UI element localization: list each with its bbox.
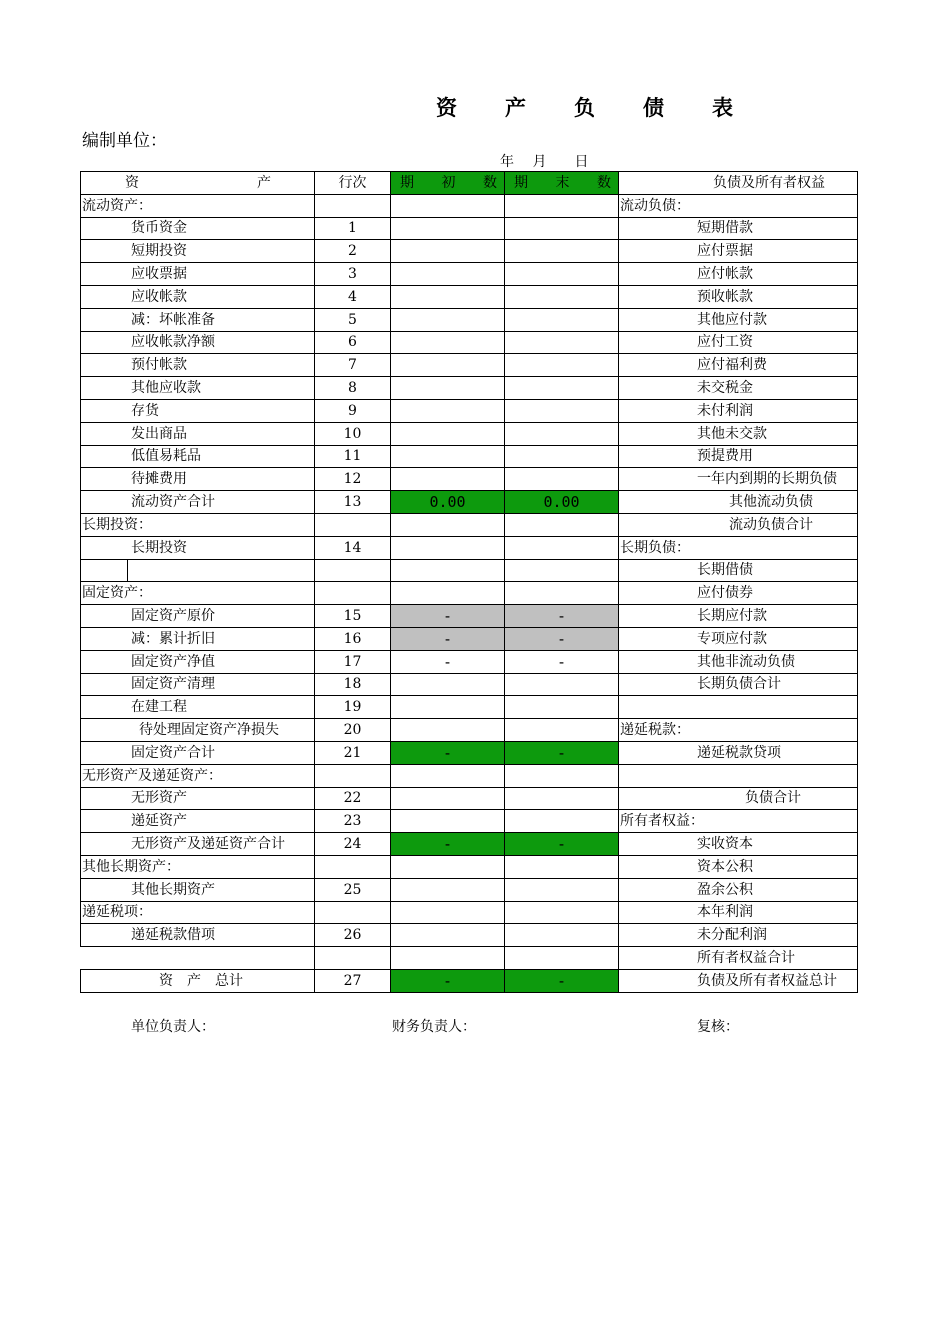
end-value-cell [505, 787, 619, 810]
begin-value-cell [391, 331, 505, 354]
row-no-cell: 18 [315, 673, 391, 696]
begin-value-cell [391, 217, 505, 240]
begin-value-cell [391, 673, 505, 696]
asset-cell: 资 产 总计 [81, 969, 315, 992]
asset-cell: 流动资产合计 [81, 491, 315, 514]
asset-cell: 固定资产原价 [81, 605, 315, 628]
row-no-cell: 25 [315, 878, 391, 901]
begin-value-cell [391, 263, 505, 286]
end-column-header [505, 172, 619, 195]
asset-cell: 低值易耗品 [81, 445, 315, 468]
asset-header-char: 资 [125, 174, 139, 191]
end-value-cell: - [505, 969, 619, 992]
end-value-cell [505, 217, 619, 240]
row-no-cell: 6 [315, 331, 391, 354]
period-header-char: 期 [514, 174, 528, 191]
liability-cell: 递延税款： [619, 719, 858, 742]
end-value-cell: - [505, 741, 619, 764]
begin-value-cell [391, 422, 505, 445]
asset-cell: 待摊费用 [81, 468, 315, 491]
begin-value-cell [391, 513, 505, 536]
begin-value-cell [391, 924, 505, 947]
liability-cell: 其他非流动负债 [619, 650, 858, 673]
end-value-cell [505, 331, 619, 354]
asset-cell: 应收票据 [81, 263, 315, 286]
row-no-cell: 16 [315, 627, 391, 650]
table-row [81, 354, 858, 377]
liability-cell: 未交税金 [619, 377, 858, 400]
end-value-cell [505, 559, 619, 582]
table-row [81, 491, 858, 514]
end-value-cell [505, 810, 619, 833]
table-row [81, 924, 858, 947]
row-no-cell: 12 [315, 468, 391, 491]
end-value-cell [505, 468, 619, 491]
liability-cell: 负债及所有者权益总计 [619, 969, 858, 992]
table-row [81, 285, 858, 308]
table-row [81, 741, 858, 764]
asset-cell: 长期投资 [81, 536, 315, 559]
liability-cell: 流动负债合计 [619, 513, 858, 536]
asset-cell: 递延税款借项 [81, 924, 315, 947]
period-header-char: 末 [555, 174, 570, 191]
asset-cell: 存货 [81, 399, 315, 422]
liability-cell: 未分配利润 [619, 924, 858, 947]
begin-value-cell [391, 445, 505, 468]
begin-value-cell: - [391, 605, 505, 628]
liability-cell: 专项应付款 [619, 627, 858, 650]
row-no-cell [315, 764, 391, 787]
table-row [81, 240, 858, 263]
row-no-cell: 8 [315, 377, 391, 400]
liability-cell: 应付债券 [619, 582, 858, 605]
liability-cell: 预收帐款 [619, 285, 858, 308]
row-no-cell: 13 [315, 491, 391, 514]
liability-cell: 负债合计 [619, 787, 858, 810]
end-value-cell [505, 513, 619, 536]
begin-value-cell [391, 696, 505, 719]
asset-cell [81, 947, 315, 970]
liability-cell: 一年内到期的长期负债 [619, 468, 858, 491]
begin-value-cell [391, 194, 505, 217]
liability-cell: 递延税款贷项 [619, 741, 858, 764]
asset-cell: 固定资产净值 [81, 650, 315, 673]
begin-value-cell: - [391, 969, 505, 992]
date-label: 年 月 日 [500, 154, 589, 170]
period-header-char: 数 [483, 174, 497, 191]
table-row [81, 719, 858, 742]
asset-cell: 递延资产 [81, 810, 315, 833]
begin-value-cell [391, 399, 505, 422]
end-value-cell [505, 924, 619, 947]
asset-cell: 减：累计折旧 [81, 627, 315, 650]
table-row [81, 582, 858, 605]
row-no-cell: 1 [315, 217, 391, 240]
asset-column-header [81, 172, 315, 195]
end-value-cell [505, 240, 619, 263]
row-no-cell: 5 [315, 308, 391, 331]
begin-value-cell: - [391, 741, 505, 764]
asset-cell: 其他长期资产： [81, 855, 315, 878]
table-row [81, 559, 858, 582]
end-value-cell: - [505, 605, 619, 628]
end-value-cell [505, 194, 619, 217]
row-no-cell: 15 [315, 605, 391, 628]
page-title: 资产负债表 [436, 96, 781, 120]
end-value-cell [505, 536, 619, 559]
asset-cell: 其他长期资产 [81, 878, 315, 901]
liability-cell: 应付帐款 [619, 263, 858, 286]
liability-cell: 短期借款 [619, 217, 858, 240]
row-no-cell: 21 [315, 741, 391, 764]
begin-value-cell [391, 764, 505, 787]
asset-cell: 货币资金 [81, 217, 315, 240]
table-row [81, 696, 858, 719]
liability-cell: 长期负债合计 [619, 673, 858, 696]
row-no-cell: 4 [315, 285, 391, 308]
asset-cell: 应收帐款 [81, 285, 315, 308]
row-no-cell: 7 [315, 354, 391, 377]
begin-value-cell [391, 787, 505, 810]
asset-cell: 待处理固定资产净损失 [81, 719, 315, 742]
liability-cell: 盈余公积 [619, 878, 858, 901]
begin-value-cell [391, 377, 505, 400]
end-value-cell [505, 445, 619, 468]
end-value-cell [505, 422, 619, 445]
begin-value-cell [391, 878, 505, 901]
begin-value-cell [391, 947, 505, 970]
row-no-cell: 23 [315, 810, 391, 833]
asset-cell: 发出商品 [81, 422, 315, 445]
liability-column-header: 负债及所有者权益 [619, 172, 858, 195]
table-row [81, 194, 858, 217]
row-no-cell: 10 [315, 422, 391, 445]
table-row [81, 308, 858, 331]
period-header-char: 期 [400, 174, 414, 191]
table-row [81, 445, 858, 468]
review-signature: 复核： [697, 1019, 739, 1035]
end-value-cell [505, 263, 619, 286]
liability-cell: 所有者权益合计 [619, 947, 858, 970]
end-value-cell [505, 901, 619, 924]
balance-sheet-table [80, 171, 858, 993]
liability-cell: 应付福利费 [619, 354, 858, 377]
row-no-cell: 2 [315, 240, 391, 263]
end-value-cell [505, 354, 619, 377]
table-row [81, 810, 858, 833]
begin-value-cell: - [391, 833, 505, 856]
asset-header-char: 产 [257, 174, 271, 191]
row-no-cell: 17 [315, 650, 391, 673]
end-value-cell [505, 582, 619, 605]
end-value-cell [505, 764, 619, 787]
row-no-cell: 20 [315, 719, 391, 742]
begin-value-cell [391, 285, 505, 308]
liability-cell: 资本公积 [619, 855, 858, 878]
end-value-cell [505, 377, 619, 400]
table-row [81, 878, 858, 901]
begin-value-cell [391, 855, 505, 878]
end-value-cell: - [505, 833, 619, 856]
end-value-cell [505, 878, 619, 901]
row-no-cell: 19 [315, 696, 391, 719]
asset-cell: 无形资产及递延资产： [81, 764, 315, 787]
end-value-cell [505, 855, 619, 878]
finance-head-signature: 财务负责人： [392, 1019, 476, 1035]
begin-column-header [391, 172, 505, 195]
row-no-cell [315, 947, 391, 970]
liability-cell: 长期负债： [619, 536, 858, 559]
begin-value-cell [391, 810, 505, 833]
table-row [81, 422, 858, 445]
table-row [81, 855, 858, 878]
begin-value-cell: - [391, 627, 505, 650]
end-value-cell: 0.00 [505, 491, 619, 514]
period-header-char: 数 [597, 174, 611, 191]
row-no-cell [315, 559, 391, 582]
liability-cell [619, 764, 858, 787]
row-no-cell [315, 901, 391, 924]
end-value-cell [505, 719, 619, 742]
begin-value-cell: 0.00 [391, 491, 505, 514]
liability-cell: 长期借债 [619, 559, 858, 582]
liability-cell: 应付票据 [619, 240, 858, 263]
asset-cell: 短期投资 [81, 240, 315, 263]
asset-cell: 固定资产清理 [81, 673, 315, 696]
begin-value-cell: - [391, 650, 505, 673]
begin-value-cell [391, 901, 505, 924]
table-row [81, 468, 858, 491]
liability-cell: 实收资本 [619, 833, 858, 856]
begin-value-cell [391, 536, 505, 559]
row-no-cell: 24 [315, 833, 391, 856]
liability-cell: 未付利润 [619, 399, 858, 422]
begin-value-cell [391, 308, 505, 331]
table-row [81, 605, 858, 628]
table-row [81, 650, 858, 673]
row-no-cell: 14 [315, 536, 391, 559]
liability-cell [619, 696, 858, 719]
asset-cell: 固定资产合计 [81, 741, 315, 764]
liability-cell: 长期应付款 [619, 605, 858, 628]
liability-cell: 本年利润 [619, 901, 858, 924]
begin-value-cell [391, 719, 505, 742]
asset-cell: 流动资产： [81, 194, 315, 217]
row-no-cell: 22 [315, 787, 391, 810]
row-no-column-header: 行次 [315, 172, 391, 195]
table-row [81, 764, 858, 787]
asset-cell: 其他应收款 [81, 377, 315, 400]
row-no-cell: 26 [315, 924, 391, 947]
begin-value-cell [391, 240, 505, 263]
end-value-cell [505, 285, 619, 308]
table-header-row [81, 172, 858, 195]
asset-cell: 长期投资： [81, 513, 315, 536]
period-header-char: 初 [441, 174, 456, 191]
end-value-cell: - [505, 627, 619, 650]
end-value-cell [505, 399, 619, 422]
table-row [81, 399, 858, 422]
asset-cell [81, 559, 315, 582]
row-no-cell [315, 855, 391, 878]
asset-cell: 减：坏帐准备 [81, 308, 315, 331]
table-row [81, 627, 858, 650]
table-row [81, 377, 858, 400]
end-value-cell [505, 947, 619, 970]
begin-value-cell [391, 468, 505, 491]
row-no-cell [315, 582, 391, 605]
begin-value-cell [391, 582, 505, 605]
table-row [81, 833, 858, 856]
row-no-cell [315, 194, 391, 217]
row-no-cell: 3 [315, 263, 391, 286]
row-no-cell [315, 513, 391, 536]
row-no-cell: 9 [315, 399, 391, 422]
table-row [81, 513, 858, 536]
liability-cell: 预提费用 [619, 445, 858, 468]
end-value-cell [505, 696, 619, 719]
table-row [81, 787, 858, 810]
end-value-cell [505, 673, 619, 696]
asset-cell: 在建工程 [81, 696, 315, 719]
row-no-cell: 11 [315, 445, 391, 468]
liability-cell: 流动负债： [619, 194, 858, 217]
table-row [81, 673, 858, 696]
asset-cell: 应收帐款净额 [81, 331, 315, 354]
table-row [81, 263, 858, 286]
unit-label: 编制单位： [82, 131, 167, 151]
table-row [81, 901, 858, 924]
end-value-cell [505, 308, 619, 331]
unit-head-signature: 单位负责人： [131, 1019, 215, 1035]
liability-cell: 应付工资 [619, 331, 858, 354]
asset-cell: 递延税项： [81, 901, 315, 924]
asset-cell: 无形资产 [81, 787, 315, 810]
table-row [81, 331, 858, 354]
end-value-cell: - [505, 650, 619, 673]
table-row [81, 217, 858, 240]
begin-value-cell [391, 354, 505, 377]
row-no-cell: 27 [315, 969, 391, 992]
liability-cell: 所有者权益： [619, 810, 858, 833]
liability-cell: 其他未交款 [619, 422, 858, 445]
asset-cell: 固定资产： [81, 582, 315, 605]
table-row [81, 536, 858, 559]
table-row [81, 947, 858, 970]
asset-cell: 预付帐款 [81, 354, 315, 377]
asset-cell: 无形资产及递延资产合计 [81, 833, 315, 856]
table-row [81, 969, 858, 992]
liability-cell: 其他应付款 [619, 308, 858, 331]
begin-value-cell [391, 559, 505, 582]
liability-cell: 其他流动负债 [619, 491, 858, 514]
